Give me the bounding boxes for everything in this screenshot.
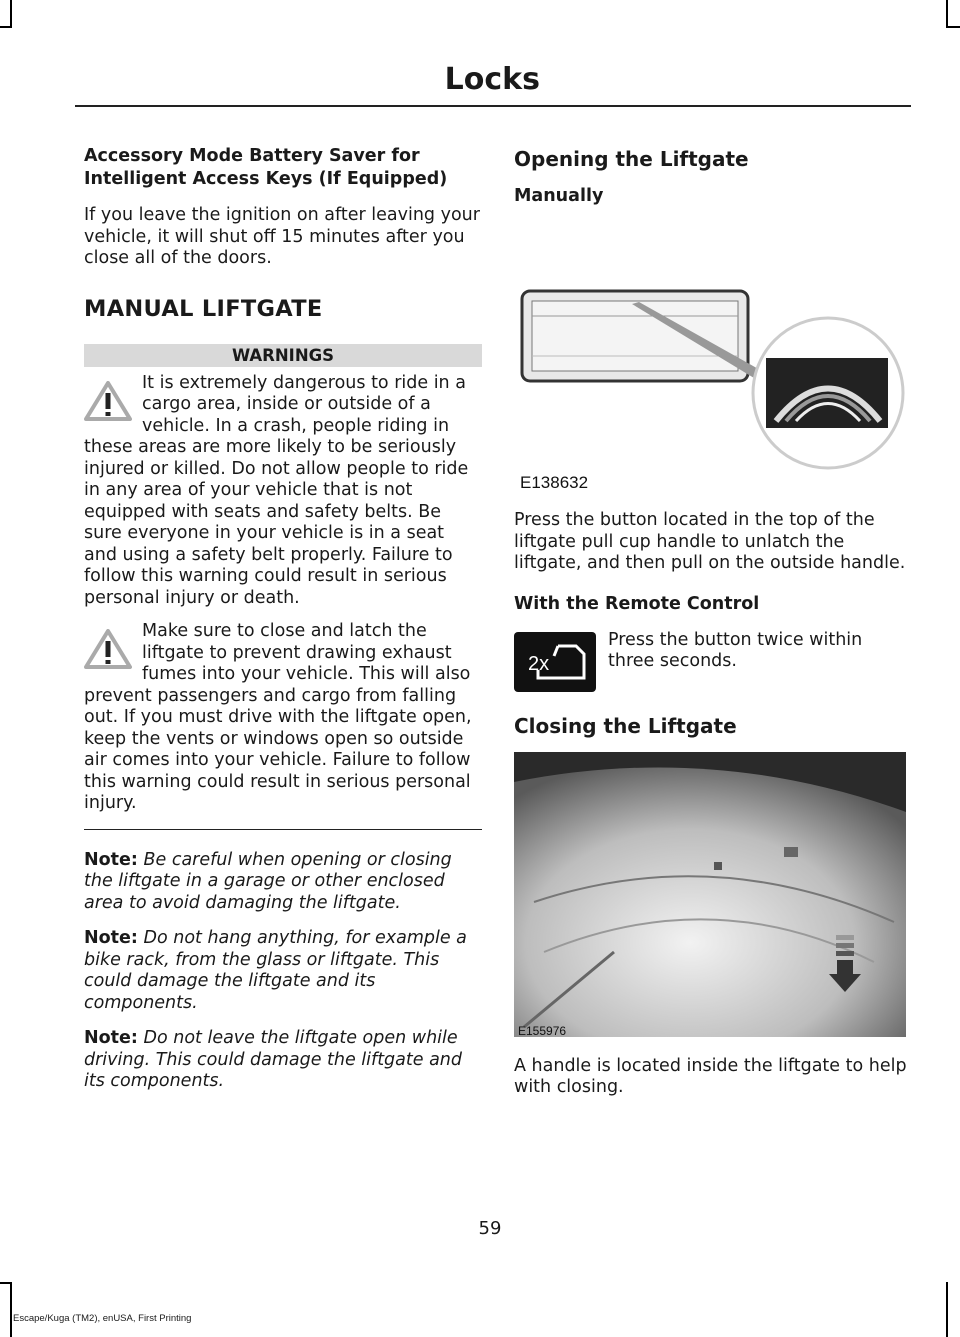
page-number: 59 — [478, 1218, 502, 1239]
warnings-divider — [84, 829, 482, 830]
warning-exhaust-text: Make sure to close and latch the liftgate to prevent drawing exhaust fumes into your vehicle. This will also prevent passengers and cargo from falling out. If you must drive with the liftgate open, keep the vents or windows open so outside air comes into your vehicle. Failure to follow this warning could result in serious personal injury. — [84, 621, 472, 813]
note-label: Note: — [84, 928, 138, 948]
warning-triangle-icon — [84, 629, 132, 669]
manual-liftgate-heading: MANUAL LIFTGATE — [84, 295, 323, 322]
warnings-heading: WARNINGS — [84, 344, 482, 367]
note-label: Note: — [84, 1028, 138, 1048]
battery-saver-text: If you leave the ignition on after leaving your vehicle, it will shut off 15 minutes after you close all of the doors. — [84, 205, 480, 268]
warning-triangle-icon — [84, 381, 132, 421]
manually-heading: Manually — [514, 186, 604, 206]
crop-mark-top-right-h — [946, 26, 960, 28]
crop-mark-bottom-right-v — [946, 1282, 948, 1337]
closing-instructions: A handle is located inside the liftgate to help with closing. — [514, 1055, 907, 1097]
opening-liftgate-heading: Opening the Liftgate — [514, 147, 749, 171]
figure-id-e138632: E138632 — [520, 473, 589, 492]
figure-id-e155976: E155976 — [518, 1023, 567, 1038]
remote-control-heading: With the Remote Control — [514, 593, 760, 614]
note-bike-rack-text: Do not hang anything, for example a bike rack, from the glass or liftgate. This could damage the liftgate and its components. — [84, 928, 467, 1013]
crop-mark-top-left-v — [10, 0, 12, 28]
note-driving-open — [84, 1028, 482, 1093]
left-column — [84, 145, 482, 1107]
warning-exhaust-fumes — [84, 621, 482, 815]
note-garage-text: Be careful when opening or closing the liftgate in a garage or other enclosed area to avoid damaging the liftgate. — [84, 849, 452, 913]
note-driving-open-text: Do not leave the liftgate open while driving. This could damage the liftgate and its components. — [84, 1028, 463, 1091]
right-column — [514, 145, 914, 1113]
liftgate-handle-figure — [514, 246, 914, 496]
remote-icon-label: 2x — [528, 652, 550, 675]
note-label: Note: — [84, 849, 138, 870]
header-divider — [75, 105, 911, 107]
battery-saver-heading: Accessory Mode Battery Saver for Intelligent Access Keys (If Equipped) — [84, 146, 448, 189]
remote-control-text: Press the button twice within three seconds. — [608, 629, 863, 671]
page-title: Locks — [444, 62, 540, 97]
liftgate-closing-figure — [514, 752, 914, 1052]
note-bike-rack — [84, 928, 482, 1014]
liftgate-handle-illustration — [514, 246, 914, 476]
crop-mark-top-right-v — [946, 0, 948, 28]
manually-instructions: Press the button located in the top of the liftgate pull cup handle to unlatch the liftgate, and then pull on the outside handle. — [514, 510, 906, 573]
crop-mark-bottom-left-h — [0, 1282, 12, 1284]
closing-liftgate-heading: Closing the Liftgate — [514, 713, 737, 738]
crop-mark-top-left-h — [0, 26, 12, 28]
footer-info: Escape/Kuga (TM2), enUSA, First Printing — [13, 1313, 192, 1324]
warning-cargo-text: It is extremely dangerous to ride in a cargo area, inside or outside of a vehicle. In a crash, people riding in these areas are more likely to be seriously injured or killed. Do not allow people to ride in any area of your vehicle that is not equipped with seats and safety belts. Be sure everyone in your vehicle is in a seat and using a safety belt properly. Failure to follow this warning could result in serious personal injury or death. — [84, 372, 469, 608]
warning-cargo-area — [84, 373, 482, 610]
liftgate-closing-illustration — [514, 752, 914, 1042]
liftgate-remote-icon — [514, 632, 596, 692]
note-garage — [84, 850, 482, 915]
remote-control-row — [514, 630, 914, 692]
crop-mark-bottom-left-v — [10, 1282, 12, 1337]
